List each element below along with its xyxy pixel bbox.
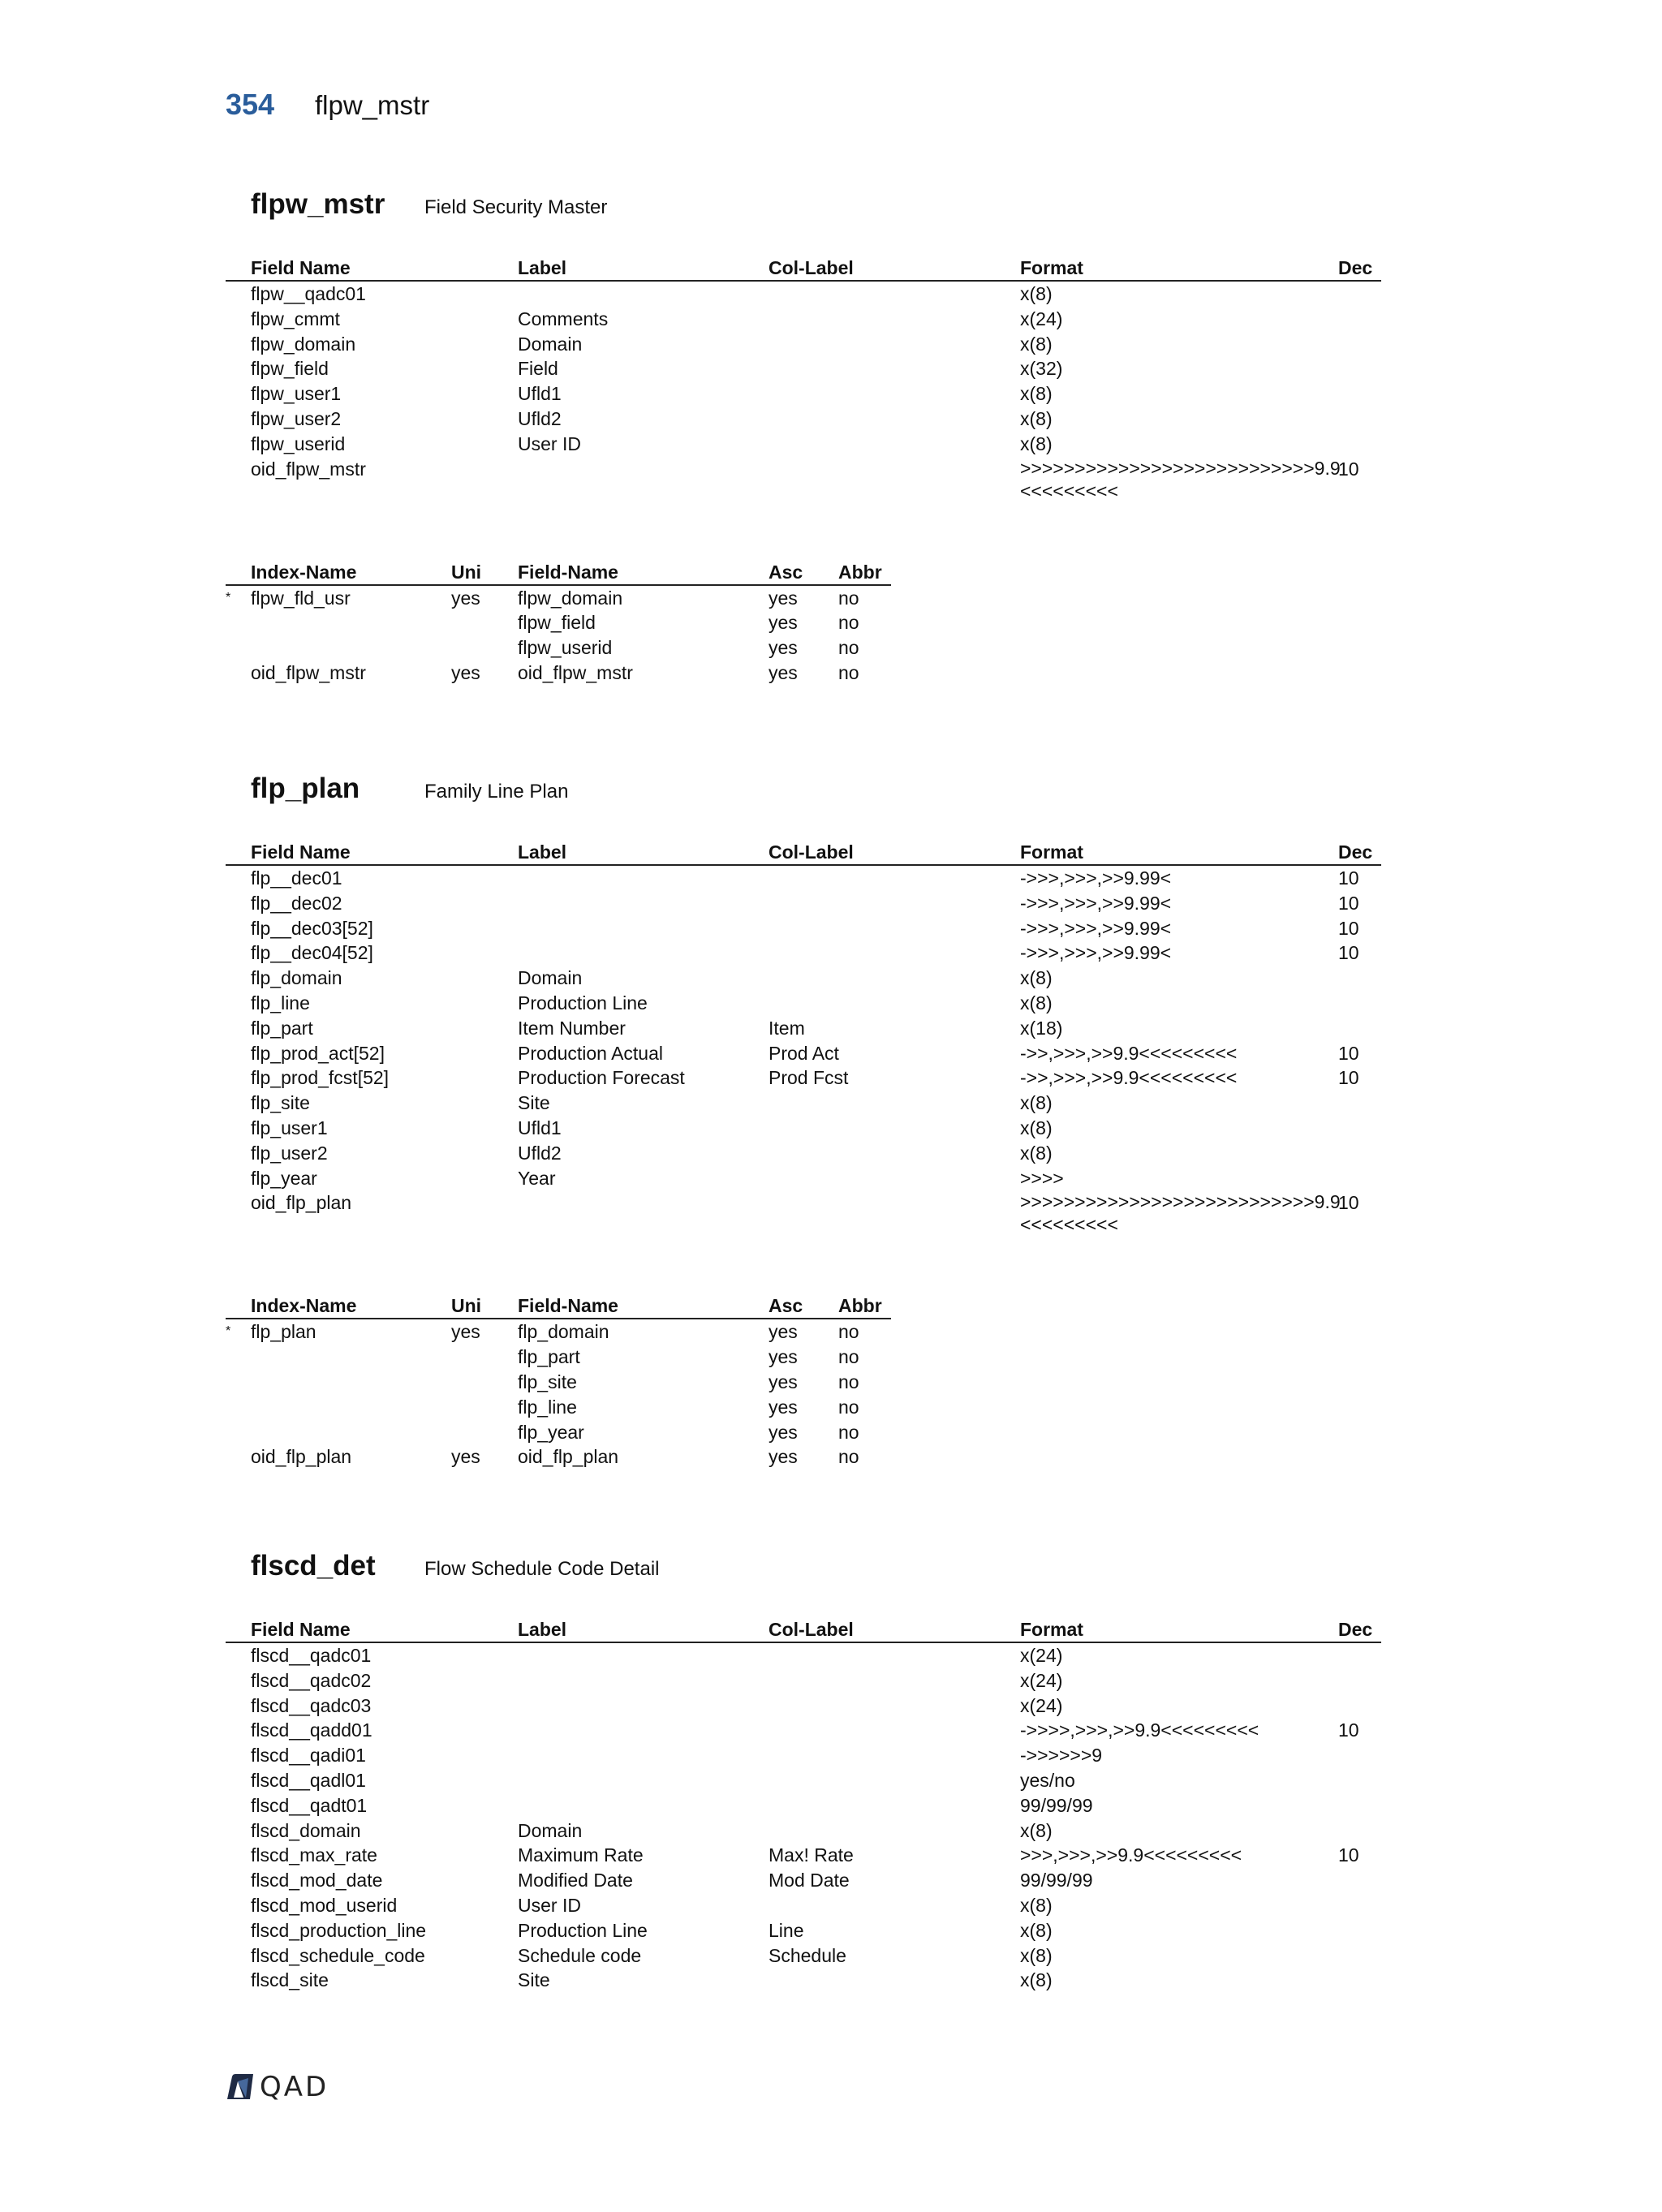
- field-dec: 10: [1338, 1192, 1359, 1214]
- field-col-label: Prod Act: [769, 1042, 839, 1064]
- field-name: flp__dec04[52]: [251, 942, 373, 964]
- index-asc: yes: [769, 612, 798, 634]
- field-name: flpw_domain: [251, 333, 356, 355]
- table-section-flscd_det: [226, 1550, 1381, 1993]
- header-index-name: Index-Name: [251, 561, 357, 583]
- field-format: ->>>,>>>,>>9.99<: [1020, 917, 1172, 939]
- field-name: flpw_user1: [251, 383, 342, 405]
- field-col-label: Max! Rate: [769, 1844, 854, 1866]
- table-row: [226, 1868, 1381, 1893]
- field-name: flscd_site: [251, 1969, 329, 1991]
- field-format: x(8): [1020, 383, 1053, 405]
- table-title: [226, 772, 1381, 821]
- field-label: Modified Date: [518, 1870, 633, 1891]
- field-label: Maximum Rate: [518, 1844, 644, 1866]
- header-label: Label: [518, 257, 567, 278]
- field-format: x(8): [1020, 1117, 1053, 1138]
- field-format: 99/99/99: [1020, 1794, 1093, 1816]
- page-title: flpw_mstr: [315, 90, 430, 120]
- fields-table: [226, 1618, 1381, 1993]
- field-name: flp_user2: [251, 1142, 328, 1164]
- table-row: [226, 432, 1381, 457]
- field-format: x(8): [1020, 967, 1053, 989]
- field-dec: 10: [1338, 1844, 1359, 1866]
- index-abbr: no: [838, 1396, 859, 1418]
- field-dec: 10: [1338, 458, 1359, 480]
- field-name: flscd__qadc03: [251, 1694, 372, 1716]
- fields-table: [226, 256, 1381, 504]
- index-asc: yes: [769, 587, 798, 609]
- field-dec: 10: [1338, 917, 1359, 939]
- field-format: ->>,>>>,>>9.9<<<<<<<<<: [1020, 1042, 1238, 1064]
- table-description: Field Security Master: [424, 196, 608, 218]
- table-row: [226, 381, 1381, 407]
- field-format: x(24): [1020, 308, 1063, 329]
- field-label: Production Forecast: [518, 1067, 685, 1089]
- field-name: flscd_mod_date: [251, 1870, 383, 1891]
- field-name: flscd__qadi01: [251, 1745, 366, 1767]
- table-row: [226, 282, 1381, 307]
- index-field-name: flp_site: [518, 1371, 577, 1392]
- page-header: [226, 88, 429, 130]
- field-label: User ID: [518, 1894, 581, 1916]
- index-abbr: no: [838, 587, 859, 609]
- table-row: [226, 866, 1381, 891]
- field-name: flscd__qadc02: [251, 1669, 372, 1691]
- table-row: [226, 307, 1381, 332]
- table-row: [226, 1793, 1381, 1818]
- index-field-name: flpw_field: [518, 612, 596, 634]
- field-name: flp__dec03[52]: [251, 917, 373, 939]
- field-name: flpw_field: [251, 358, 329, 380]
- table-row: [226, 332, 1381, 357]
- index-unique: yes: [451, 1321, 480, 1343]
- table-row: [226, 1116, 1381, 1141]
- index-row: [226, 1395, 891, 1420]
- field-name: flpw__qadc01: [251, 283, 366, 304]
- index-unique: yes: [451, 587, 480, 609]
- field-label: Production Line: [518, 1919, 648, 1941]
- field-format: x(8): [1020, 1819, 1053, 1841]
- table-row: [226, 1893, 1381, 1918]
- index-header-row: [226, 1294, 891, 1319]
- header-field-name: Field Name: [251, 257, 351, 278]
- field-format: x(8): [1020, 1092, 1053, 1114]
- header-col-label: Col-Label: [769, 841, 854, 863]
- table-row: [226, 940, 1381, 966]
- table-row: [226, 356, 1381, 381]
- index-name: flp_plan: [251, 1321, 316, 1343]
- index-row: [226, 1370, 891, 1395]
- index-row: [226, 1345, 891, 1370]
- field-col-label: Schedule: [769, 1944, 846, 1966]
- field-col-label: Line: [769, 1919, 804, 1941]
- index-field-name: flpw_userid: [518, 637, 613, 659]
- field-format: ->>,>>>,>>9.9<<<<<<<<<: [1020, 1067, 1238, 1089]
- field-format: ->>>>,>>>,>>9.9<<<<<<<<<: [1020, 1719, 1259, 1741]
- qad-logo: [226, 2071, 329, 2103]
- field-name: flp_site: [251, 1092, 310, 1114]
- field-name: flpw_cmmt: [251, 308, 340, 329]
- field-label: Schedule code: [518, 1944, 642, 1966]
- index-row: [226, 635, 891, 661]
- field-format: x(8): [1020, 433, 1053, 454]
- field-format: x(8): [1020, 1919, 1053, 1941]
- index-table: [226, 561, 891, 686]
- field-name: flscd_max_rate: [251, 1844, 377, 1866]
- index-asc: yes: [769, 1371, 798, 1392]
- field-label: Ufld2: [518, 407, 562, 429]
- field-name: flp_year: [251, 1167, 317, 1189]
- field-name: flscd_mod_userid: [251, 1894, 398, 1916]
- field-col-label: Mod Date: [769, 1870, 850, 1891]
- field-name: flp_user1: [251, 1117, 328, 1138]
- header-col-label: Col-Label: [769, 257, 854, 278]
- field-name: flpw_user2: [251, 407, 342, 429]
- header-dec: Dec: [1338, 1619, 1373, 1640]
- index-asc: yes: [769, 1446, 798, 1468]
- field-dec: 10: [1338, 1719, 1359, 1741]
- field-label: Ufld2: [518, 1142, 562, 1164]
- page-number: 354: [226, 88, 275, 121]
- table-row: [226, 457, 1381, 504]
- field-dec: 10: [1338, 1042, 1359, 1064]
- index-row: [226, 610, 891, 635]
- field-label: Ufld1: [518, 1117, 562, 1138]
- field-name: flp__dec02: [251, 892, 342, 914]
- index-abbr: no: [838, 1321, 859, 1343]
- field-format: x(8): [1020, 407, 1053, 429]
- field-format: x(24): [1020, 1694, 1063, 1716]
- index-field-name: flp_domain: [518, 1321, 609, 1343]
- field-label: Domain: [518, 967, 583, 989]
- index-asc: yes: [769, 661, 798, 683]
- field-name: flscd__qadd01: [251, 1719, 372, 1741]
- field-name: flp_prod_act[52]: [251, 1042, 385, 1064]
- table-row: [226, 407, 1381, 432]
- field-format: x(8): [1020, 992, 1053, 1013]
- fields-header-row: [226, 256, 1381, 282]
- primary-index-marker: *: [226, 1324, 231, 1339]
- table-row: [226, 1843, 1381, 1868]
- index-field-name: flp_year: [518, 1421, 584, 1443]
- fields-header-row: [226, 841, 1381, 866]
- field-format: x(8): [1020, 333, 1053, 355]
- table-row: [226, 1693, 1381, 1719]
- header-label: Label: [518, 841, 567, 863]
- header-uni: Uni: [451, 1295, 482, 1317]
- table-name: flp_plan: [251, 772, 360, 804]
- index-table: [226, 1294, 891, 1470]
- field-col-label: Item: [769, 1017, 805, 1039]
- field-label: Item Number: [518, 1017, 626, 1039]
- field-name: oid_flp_plan: [251, 1192, 352, 1214]
- field-label: Site: [518, 1092, 550, 1114]
- qad-logo-icon: [226, 2073, 255, 2101]
- index-name: oid_flp_plan: [251, 1446, 352, 1468]
- index-row: [226, 586, 891, 611]
- index-asc: yes: [769, 1396, 798, 1418]
- index-field-name: flp_part: [518, 1346, 580, 1368]
- table-title: [226, 1550, 1381, 1599]
- index-field-name: oid_flp_plan: [518, 1446, 619, 1468]
- table-section-flp_plan: [226, 772, 1381, 1470]
- table-description: Family Line Plan: [424, 781, 569, 803]
- field-format: x(8): [1020, 1944, 1053, 1966]
- header-index-name: Index-Name: [251, 1295, 357, 1317]
- field-name: flscd__qadt01: [251, 1794, 368, 1816]
- table-row: [226, 916, 1381, 941]
- field-label: Domain: [518, 333, 583, 355]
- index-abbr: no: [838, 1446, 859, 1468]
- field-name: flp_domain: [251, 967, 342, 989]
- field-name: flpw_userid: [251, 433, 346, 454]
- table-name: flscd_det: [251, 1550, 376, 1582]
- logo-text: QAD: [260, 2071, 329, 2103]
- table-name: flpw_mstr: [251, 188, 385, 220]
- index-asc: yes: [769, 1421, 798, 1443]
- field-format: >>>>>>>>>>>>>>>>>>>>>>>>>>>9.9<<<<<<<<<: [1020, 457, 1341, 501]
- field-format: ->>>>>>9: [1020, 1745, 1103, 1767]
- table-description: Flow Schedule Code Detail: [424, 1558, 660, 1580]
- header-col-label: Col-Label: [769, 1619, 854, 1640]
- index-row: [226, 1420, 891, 1445]
- index-name: flpw_fld_usr: [251, 587, 351, 609]
- primary-index-marker: *: [226, 590, 231, 605]
- index-field-name: flpw_domain: [518, 587, 623, 609]
- table-title: [226, 188, 1381, 237]
- index-field-name: flp_line: [518, 1396, 577, 1418]
- header-dec: Dec: [1338, 841, 1373, 863]
- field-format: >>>>>>>>>>>>>>>>>>>>>>>>>>>9.9<<<<<<<<<: [1020, 1191, 1341, 1236]
- table-row: [226, 1668, 1381, 1693]
- header-field-name: Field Name: [251, 1619, 351, 1640]
- index-abbr: no: [838, 1421, 859, 1443]
- field-format: x(24): [1020, 1645, 1063, 1666]
- field-format: yes/no: [1020, 1769, 1075, 1791]
- field-format: ->>>,>>>,>>9.99<: [1020, 892, 1172, 914]
- table-row: [226, 1943, 1381, 1969]
- field-name: flscd_domain: [251, 1819, 361, 1841]
- field-label: Site: [518, 1969, 550, 1991]
- field-dec: 10: [1338, 892, 1359, 914]
- index-field-name: oid_flpw_mstr: [518, 661, 633, 683]
- table-row: [226, 1643, 1381, 1668]
- field-label: Year: [518, 1167, 556, 1189]
- header-format: Format: [1020, 1619, 1083, 1640]
- field-format: x(24): [1020, 1669, 1063, 1691]
- field-format: 99/99/99: [1020, 1870, 1093, 1891]
- header-format: Format: [1020, 841, 1083, 863]
- header-index-field-name: Field-Name: [518, 561, 618, 583]
- index-abbr: no: [838, 1346, 859, 1368]
- table-row: [226, 1968, 1381, 1993]
- header-dec: Dec: [1338, 257, 1373, 278]
- header-index-field-name: Field-Name: [518, 1295, 618, 1317]
- field-name: flscd_schedule_code: [251, 1944, 425, 1966]
- table-row: [226, 1190, 1381, 1237]
- field-name: flscd__qadc01: [251, 1645, 372, 1666]
- field-format: x(32): [1020, 358, 1063, 380]
- header-uni: Uni: [451, 561, 482, 583]
- field-format: x(18): [1020, 1017, 1063, 1039]
- field-col-label: Prod Fcst: [769, 1067, 849, 1089]
- fields-table: [226, 841, 1381, 1237]
- field-label: Production Line: [518, 992, 648, 1013]
- field-format: >>>,>>>,>>9.9<<<<<<<<<: [1020, 1844, 1242, 1866]
- field-label: Field: [518, 358, 558, 380]
- index-asc: yes: [769, 1346, 798, 1368]
- field-name: oid_flpw_mstr: [251, 458, 366, 480]
- table-row: [226, 1743, 1381, 1768]
- field-name: flscd__qadl01: [251, 1769, 366, 1791]
- index-unique: yes: [451, 661, 480, 683]
- field-format: ->>>,>>>,>>9.99<: [1020, 942, 1172, 964]
- index-asc: yes: [769, 637, 798, 659]
- header-abbr: Abbr: [838, 561, 882, 583]
- field-dec: 10: [1338, 1067, 1359, 1089]
- field-format: ->>>,>>>,>>9.99<: [1020, 867, 1172, 889]
- index-row: [226, 1444, 891, 1470]
- table-row: [226, 966, 1381, 991]
- index-row: [226, 1319, 891, 1345]
- index-unique: yes: [451, 1446, 480, 1468]
- index-header-row: [226, 561, 891, 586]
- header-field-name: Field Name: [251, 841, 351, 863]
- field-name: flp_line: [251, 992, 310, 1013]
- index-row: [226, 661, 891, 686]
- field-label: Domain: [518, 1819, 583, 1841]
- field-dec: 10: [1338, 942, 1359, 964]
- table-row: [226, 1041, 1381, 1066]
- field-label: Comments: [518, 308, 609, 329]
- field-label: Ufld1: [518, 383, 562, 405]
- table-row: [226, 1818, 1381, 1844]
- field-label: Production Actual: [518, 1042, 664, 1064]
- table-row: [226, 991, 1381, 1016]
- table-row: [226, 1718, 1381, 1743]
- table-row: [226, 1091, 1381, 1116]
- field-format: >>>>: [1020, 1167, 1064, 1189]
- table-section-flpw_mstr: [226, 188, 1381, 686]
- table-row: [226, 1768, 1381, 1793]
- header-asc: Asc: [769, 1295, 803, 1317]
- header-asc: Asc: [769, 561, 803, 583]
- table-row: [226, 1141, 1381, 1166]
- field-format: x(8): [1020, 283, 1053, 304]
- field-name: flp_part: [251, 1017, 313, 1039]
- table-row: [226, 1166, 1381, 1191]
- header-format: Format: [1020, 257, 1083, 278]
- table-row: [226, 1016, 1381, 1041]
- table-row: [226, 891, 1381, 916]
- field-name: flp__dec01: [251, 867, 342, 889]
- header-label: Label: [518, 1619, 567, 1640]
- header-abbr: Abbr: [838, 1295, 882, 1317]
- field-format: x(8): [1020, 1894, 1053, 1916]
- field-format: x(8): [1020, 1142, 1053, 1164]
- field-format: x(8): [1020, 1969, 1053, 1991]
- field-name: flp_prod_fcst[52]: [251, 1067, 390, 1089]
- index-abbr: no: [838, 612, 859, 634]
- field-name: flscd_production_line: [251, 1919, 427, 1941]
- field-label: User ID: [518, 433, 581, 454]
- index-abbr: no: [838, 661, 859, 683]
- index-abbr: no: [838, 1371, 859, 1392]
- index-abbr: no: [838, 637, 859, 659]
- table-row: [226, 1918, 1381, 1943]
- field-dec: 10: [1338, 867, 1359, 889]
- fields-header-row: [226, 1618, 1381, 1643]
- index-name: oid_flpw_mstr: [251, 661, 366, 683]
- table-row: [226, 1065, 1381, 1091]
- index-asc: yes: [769, 1321, 798, 1343]
